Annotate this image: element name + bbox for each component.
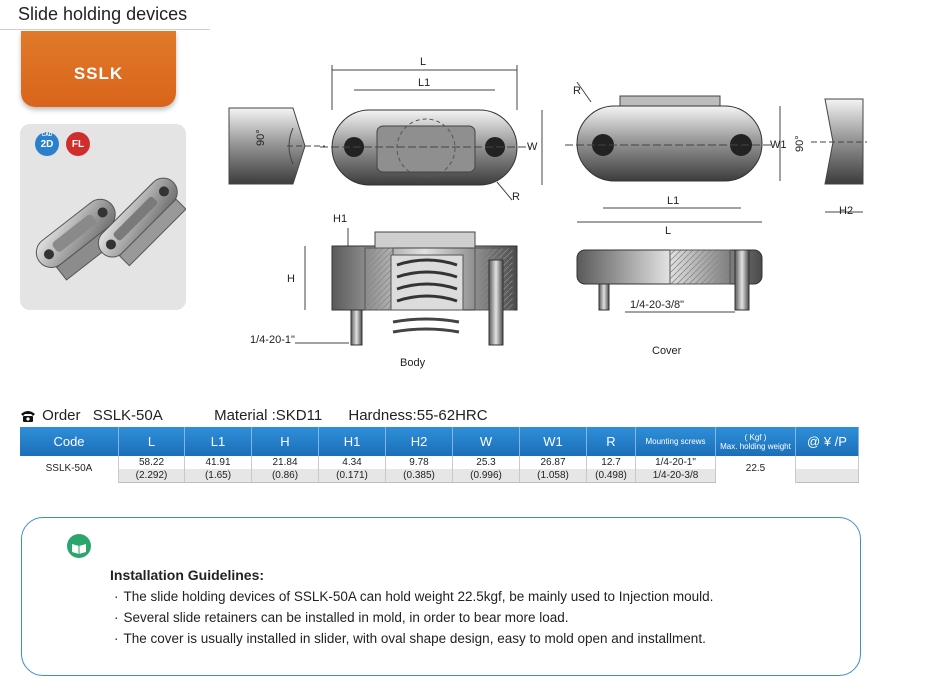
series-label: SSLK bbox=[73, 64, 124, 83]
col-L1: L1 bbox=[185, 427, 252, 456]
screw-label-body: 1/4-20-1" bbox=[250, 334, 295, 346]
cell-L-mm: 58.22 bbox=[119, 456, 185, 469]
cell-code: SSLK-50A bbox=[20, 456, 119, 483]
col-max-weight: ( Kgf ) Max. holding weight bbox=[716, 427, 796, 456]
col-L: L bbox=[119, 427, 185, 456]
cell-H2-mm: 9.78 bbox=[386, 456, 453, 469]
col-code: Code bbox=[20, 427, 119, 456]
col-W: W bbox=[453, 427, 520, 456]
cell-H-mm: 21.84 bbox=[252, 456, 319, 469]
dim-W1: W1 bbox=[770, 139, 787, 151]
phone-icon bbox=[20, 409, 36, 427]
list-item: · The slide holding devices of SSLK-50A can hold weight 22.5kgf, be mainly used to Injection mould. bbox=[114, 586, 713, 607]
col-mounting-screws: Mounting screws bbox=[636, 427, 716, 456]
col-H2: H2 bbox=[386, 427, 453, 456]
cad-2d-badge bbox=[35, 132, 59, 156]
order-info bbox=[20, 407, 488, 427]
fl-label: FL bbox=[71, 139, 85, 150]
list-item: · Several slide retainers can be installed in mold, in order to bear more load. bbox=[114, 607, 713, 628]
cover-top-view bbox=[565, 82, 787, 237]
spec-table bbox=[20, 427, 859, 483]
guidelines-title: Installation Guidelines: bbox=[110, 567, 265, 583]
cell-W-inch: (0.996) bbox=[453, 469, 520, 483]
cell-price bbox=[796, 456, 859, 469]
cell-W1-inch: (1.058) bbox=[520, 469, 587, 483]
order-hardness: Hardness:55-62HRC bbox=[348, 407, 488, 424]
dim-H2: H2 bbox=[839, 205, 854, 217]
col-W1: W1 bbox=[520, 427, 587, 456]
table-header-row bbox=[20, 427, 859, 456]
cell-price-2 bbox=[796, 469, 859, 483]
dim-L1-body: L1 bbox=[418, 77, 431, 89]
order-material: Material :SKD11 bbox=[214, 407, 323, 424]
dim-R-body: R bbox=[512, 191, 520, 203]
cell-R-inch: (0.498) bbox=[587, 469, 636, 483]
screw-label-cover: 1/4-20-3/8" bbox=[630, 299, 685, 311]
dim-H1: H1 bbox=[333, 213, 348, 225]
caption-body: Body bbox=[400, 357, 426, 369]
col-R: R bbox=[587, 427, 636, 456]
fl-badge bbox=[66, 132, 90, 156]
cover-section-view bbox=[577, 250, 762, 357]
cell-screw-body: 1/4-20-1" bbox=[636, 456, 716, 469]
cell-H-inch: (0.86) bbox=[252, 469, 319, 483]
order-model: SSLK-50A bbox=[92, 407, 162, 424]
dim-W: W bbox=[527, 141, 538, 153]
col-H1: H1 bbox=[319, 427, 386, 456]
dim-L1-cover: L1 bbox=[667, 195, 680, 207]
dim-L-cover: L bbox=[665, 225, 672, 237]
book-icon bbox=[67, 534, 91, 558]
cell-H2-inch: (0.385) bbox=[386, 469, 453, 483]
cell-H1-inch: (0.171) bbox=[319, 469, 386, 483]
col-H: H bbox=[252, 427, 319, 456]
cell-max-weight: 22.5 bbox=[716, 456, 796, 483]
technical-drawing bbox=[215, 50, 875, 375]
caption-cover: Cover bbox=[652, 345, 682, 357]
body-top-view bbox=[320, 56, 542, 203]
page-title: Slide holding devices bbox=[18, 4, 188, 24]
cell-H1-mm: 4.34 bbox=[319, 456, 386, 469]
body-section-view bbox=[250, 213, 517, 369]
cell-screw-cover: 1/4-20-3/8 bbox=[636, 469, 716, 483]
cell-R-mm: 12.7 bbox=[587, 456, 636, 469]
dim-R-cover: R bbox=[573, 85, 581, 97]
cell-L1-inch: (1.65) bbox=[185, 469, 252, 483]
angle-label-left: 90° bbox=[255, 129, 267, 146]
guidelines-list bbox=[114, 586, 713, 649]
list-item: · The cover is usually installed in slider, with oval shape design, easy to mold open and installment. bbox=[114, 628, 713, 649]
cad-small-label: CAD bbox=[41, 132, 53, 138]
angle-label-right: 90° bbox=[794, 135, 806, 152]
series-tag bbox=[21, 31, 176, 107]
col-price: @ ¥ /P bbox=[796, 427, 859, 456]
cad-label: 2D bbox=[40, 139, 54, 150]
cell-W1-mm: 26.87 bbox=[520, 456, 587, 469]
order-label: Order bbox=[42, 407, 81, 424]
cell-W-mm: 25.3 bbox=[453, 456, 520, 469]
side-view-left bbox=[229, 108, 325, 184]
title-divider bbox=[0, 29, 210, 30]
dim-H: H bbox=[287, 273, 295, 285]
side-view-right bbox=[794, 99, 867, 217]
cell-L1-mm: 41.91 bbox=[185, 456, 252, 469]
table-row bbox=[20, 456, 859, 469]
installation-guidelines bbox=[21, 517, 861, 676]
dim-L-body: L bbox=[420, 56, 427, 68]
cell-L-inch: (2.292) bbox=[119, 469, 185, 483]
